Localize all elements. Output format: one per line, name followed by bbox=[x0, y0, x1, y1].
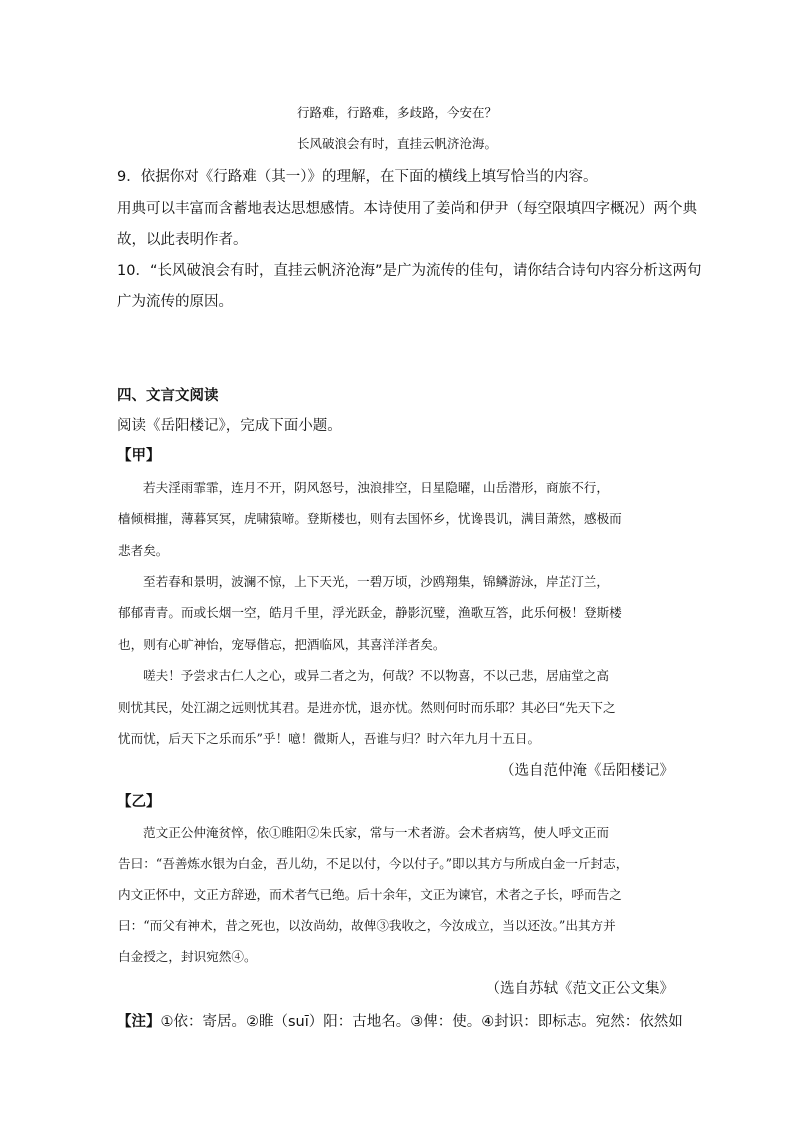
notes-line bbox=[117, 1010, 683, 1031]
passage-jia-label: 【甲】 bbox=[117, 448, 161, 464]
passage-yi-source: （选自苏轼《范文正公文集》 bbox=[485, 981, 674, 997]
passage-line: 范文正公仲淹贫悴，依①睢阳②朱氏家，常与一术者游。会术者病笃，使人呼文正而 bbox=[143, 825, 609, 840]
section-heading: 四、文言文阅读 bbox=[117, 388, 219, 404]
passage-line: 也，则有心旷神怡，宠辱偕忘，把酒临风，其喜洋洋者矣。 bbox=[118, 637, 446, 652]
question-9: 9．依据你对《行路难（其一）》的理解，在下面的横线上填写恰当的内容。 bbox=[117, 169, 598, 185]
passage-line: 忧而忧，后天下之乐而乐”乎！噫！微斯人，吾谁与归？时六年九月十五日。 bbox=[118, 731, 541, 746]
passage-line: 白金授之，封识宛然④。 bbox=[118, 949, 257, 964]
passage-line: 若夫淫雨霏霏，连月不开，阴风怒号，浊浪排空，日星隐曜，山岳潜形，商旅不行， bbox=[143, 480, 609, 495]
question-9-text: 故，以此表明作者。 bbox=[117, 232, 248, 248]
poem-line: 长风破浪会有时，直挂云帆济沧海。 bbox=[296, 136, 497, 151]
passage-yi-label: 【乙】 bbox=[117, 794, 161, 810]
passage-line: 则忧其民，处江湖之远则忧其君。是进亦忧，退亦忧。然则何时而乐耶？其必曰“先天下之 bbox=[118, 700, 616, 715]
passage-line: 悲者矣。 bbox=[118, 543, 169, 558]
passage-line: 曰：“而父有神术，昔之死也，以汝尚幼，故俾③我收之，今汝成立，当以还汝。”出其方并 bbox=[118, 918, 616, 933]
passage-line: 嗟夫！予尝求古仁人之心，或异二者之为，何哉？不以物喜，不以己悲，居庙堂之高 bbox=[143, 668, 609, 683]
passage-line: 郁郁青青。而或长烟一空，皓月千里，浮光跃金，静影沉璧，渔歌互答，此乐何极！登斯楼 bbox=[118, 605, 622, 620]
passage-line: 至若春和景明，波澜不惊，上下天光，一碧万顷，沙鸥翔集，锦鳞游泳，岸芷汀兰， bbox=[143, 574, 609, 589]
question-10-text: 广为流传的原因。 bbox=[117, 294, 233, 310]
section-instruction: 阅读《岳阳楼记》，完成下面小题。 bbox=[117, 418, 342, 434]
passage-jia-source: （选自范仲淹《岳阳楼记》 bbox=[500, 763, 674, 779]
question-10: 10．“长风破浪会有时，直挂云帆济沧海”是广为流传的佳句，请你结合诗句内容分析这两句 bbox=[117, 263, 702, 279]
passage-line: 内文正怀中，文正方辞逊，而术者气已绝。后十余年，文正为谏官，术者之子长，呼而告之 bbox=[118, 887, 622, 902]
poem-line: 行路难，行路难，多歧路，今安在？ bbox=[296, 105, 497, 120]
notes-text: ①依：寄居。②睢（suī）阳：古地名。③俾：使。④封识：即标志。宛然：依然如 bbox=[160, 1014, 683, 1030]
passage-line: 告曰：“吾善炼水银为白金，吾儿幼，不足以付，今以付子。”即以其方与所成白金一斤封志， bbox=[118, 856, 629, 871]
notes-label: 【注】 bbox=[117, 1014, 161, 1030]
question-9-text: 用典可以丰富而含蓄地表达思想感情。本诗使用了姜尚和伊尹（每空限填四字概况）两个典 bbox=[117, 201, 697, 217]
passage-line: 樯倾楫摧，薄暮冥冥，虎啸猿啼。登斯楼也，则有去国怀乡，忧谗畏讥，满目萧然，感极而 bbox=[118, 511, 622, 526]
